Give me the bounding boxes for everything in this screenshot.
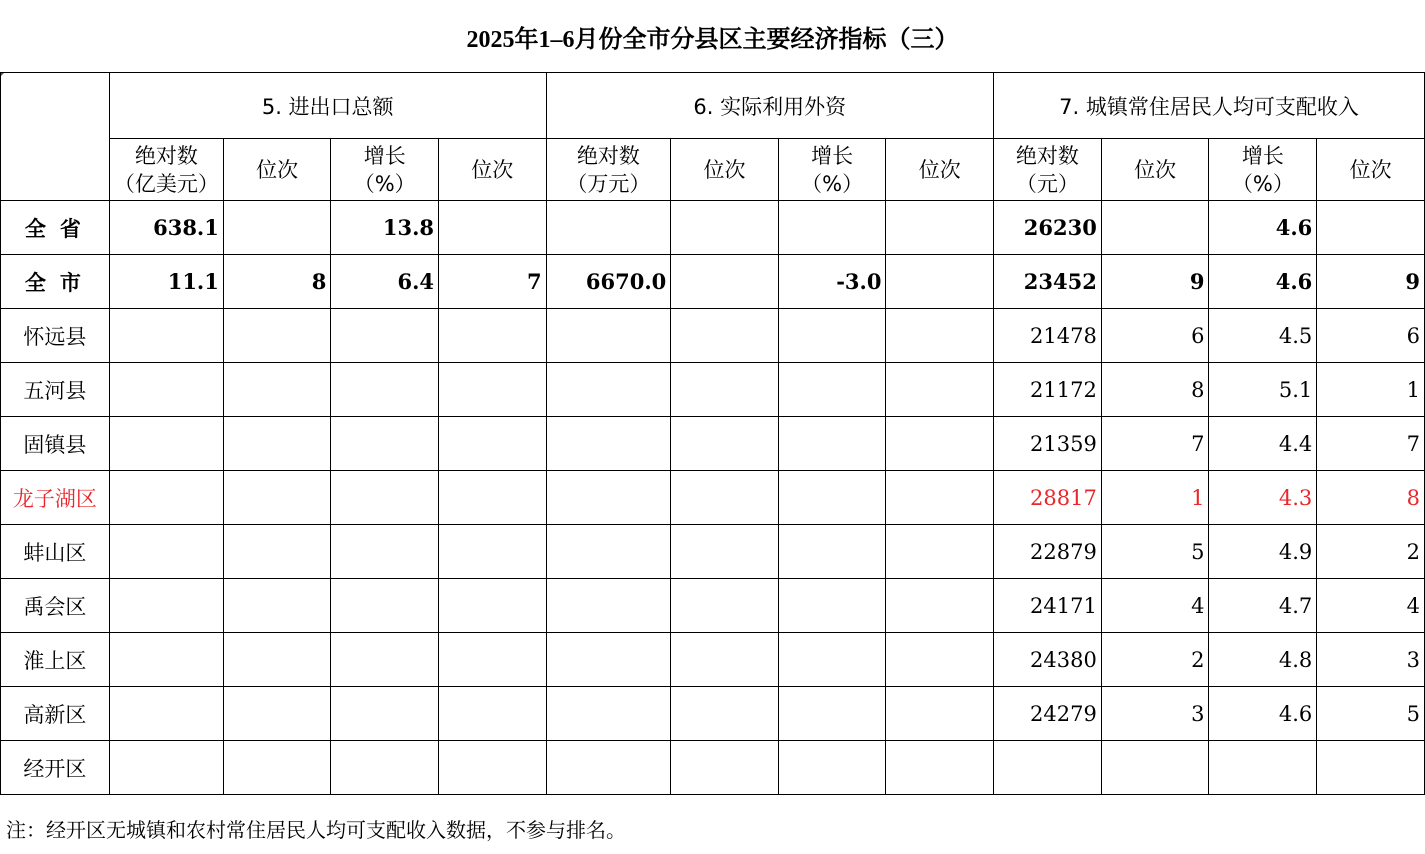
table-cell <box>223 525 331 579</box>
table-cell <box>223 741 331 795</box>
table-cell: 638.1 <box>109 201 223 255</box>
table-cell <box>671 525 779 579</box>
table-cell <box>439 525 547 579</box>
table-cell: 26230 <box>993 201 1101 255</box>
table-cell: 4.6 <box>1209 255 1317 309</box>
table-cell: 4.9 <box>1209 525 1317 579</box>
table-cell: 5 <box>1101 525 1209 579</box>
group-header-fdi: 6. 实际利用外资 <box>546 73 993 139</box>
table-cell <box>886 741 994 795</box>
table-cell <box>223 687 331 741</box>
table-cell <box>1317 201 1425 255</box>
table-row <box>1 255 1425 309</box>
table-cell: 21478 <box>993 309 1101 363</box>
subheader-rank: 位次 <box>671 139 779 201</box>
table-cell: 8 <box>1101 363 1209 417</box>
table-cell <box>671 741 779 795</box>
table-cell <box>778 417 886 471</box>
table-cell <box>223 201 331 255</box>
table-cell <box>886 633 994 687</box>
table-cell <box>886 687 994 741</box>
table-cell: 13.8 <box>331 201 439 255</box>
table-cell: 8 <box>1317 471 1425 525</box>
table-cell: 24171 <box>993 579 1101 633</box>
table-cell <box>886 309 994 363</box>
table-cell <box>331 741 439 795</box>
table-cell <box>546 363 671 417</box>
table-cell <box>439 417 547 471</box>
subheader-rank: 位次 <box>886 139 994 201</box>
table-cell <box>223 579 331 633</box>
table-cell <box>546 417 671 471</box>
table-cell <box>546 201 671 255</box>
table-cell <box>1101 741 1209 795</box>
table-cell: 9 <box>1101 255 1209 309</box>
table-row <box>1 687 1425 741</box>
table-cell: 24279 <box>993 687 1101 741</box>
table-cell <box>778 471 886 525</box>
table-cell <box>439 363 547 417</box>
subheader-growth: 增长 （%） <box>778 139 886 201</box>
table-cell: 6.4 <box>331 255 439 309</box>
table-cell <box>886 579 994 633</box>
row-label: 怀远县 <box>1 309 110 363</box>
subheader-abs: 绝对数 （亿美元） <box>109 139 223 201</box>
table-cell <box>546 309 671 363</box>
indicator-table <box>0 72 1425 795</box>
table-cell: 4 <box>1317 579 1425 633</box>
table-cell <box>671 309 779 363</box>
table-cell <box>778 741 886 795</box>
subheader-rank: 位次 <box>1101 139 1209 201</box>
table-row <box>1 741 1425 795</box>
table-cell <box>331 633 439 687</box>
row-label: 禹会区 <box>1 579 110 633</box>
subheader-growth: 增长 （%） <box>1209 139 1317 201</box>
table-cell <box>546 525 671 579</box>
table-cell: 7 <box>439 255 547 309</box>
table-row <box>1 525 1425 579</box>
table-cell: 4.6 <box>1209 201 1317 255</box>
table-cell <box>671 255 779 309</box>
subheader-growth: 增长 （%） <box>331 139 439 201</box>
row-label: 五河县 <box>1 363 110 417</box>
table-cell <box>886 417 994 471</box>
table-cell <box>109 687 223 741</box>
table-row <box>1 471 1425 525</box>
table-cell <box>886 525 994 579</box>
table-cell <box>223 417 331 471</box>
corner-cell <box>1 73 110 201</box>
group-header-trade: 5. 进出口总额 <box>109 73 546 139</box>
table-cell <box>331 525 439 579</box>
table-cell <box>109 471 223 525</box>
table-cell <box>886 255 994 309</box>
table-title: 2025年1–6月份全市分县区主要经济指标（三） <box>0 0 1425 73</box>
table-cell <box>223 633 331 687</box>
table-cell <box>331 579 439 633</box>
table-cell: 4.5 <box>1209 309 1317 363</box>
table-cell <box>109 633 223 687</box>
table-cell: 3 <box>1317 633 1425 687</box>
table-cell <box>671 579 779 633</box>
table-cell: 8 <box>223 255 331 309</box>
table-cell <box>331 417 439 471</box>
table-cell: 7 <box>1317 417 1425 471</box>
table-cell: 5 <box>1317 687 1425 741</box>
table-cell <box>886 363 994 417</box>
subheader-rank: 位次 <box>1317 139 1425 201</box>
table-cell <box>546 687 671 741</box>
table-row <box>1 417 1425 471</box>
table-cell <box>778 363 886 417</box>
table-cell <box>439 471 547 525</box>
table-cell <box>778 201 886 255</box>
table-cell <box>778 525 886 579</box>
table-cell <box>1317 741 1425 795</box>
row-label: 蚌山区 <box>1 525 110 579</box>
table-cell <box>886 471 994 525</box>
table-cell <box>223 471 331 525</box>
table-cell <box>331 687 439 741</box>
group-header-income: 7. 城镇常住居民人均可支配收入 <box>993 73 1424 139</box>
row-label: 固镇县 <box>1 417 110 471</box>
table-cell <box>546 633 671 687</box>
table-cell <box>546 741 671 795</box>
table-cell: 7 <box>1101 417 1209 471</box>
table-cell <box>439 309 547 363</box>
table-cell: -3.0 <box>778 255 886 309</box>
table-cell <box>778 309 886 363</box>
table-cell <box>109 741 223 795</box>
table-cell: 6 <box>1317 309 1425 363</box>
row-label: 淮上区 <box>1 633 110 687</box>
table-cell <box>671 417 779 471</box>
table-cell: 6 <box>1101 309 1209 363</box>
row-label: 经开区 <box>1 741 110 795</box>
row-label: 全市 <box>1 255 110 309</box>
table-cell <box>671 471 779 525</box>
table-cell: 24380 <box>993 633 1101 687</box>
table-cell: 2 <box>1317 525 1425 579</box>
table-cell <box>671 201 779 255</box>
table-cell: 4.3 <box>1209 471 1317 525</box>
table-cell: 4.4 <box>1209 417 1317 471</box>
table-cell: 28817 <box>993 471 1101 525</box>
table-cell <box>546 579 671 633</box>
table-cell <box>778 687 886 741</box>
table-cell <box>109 579 223 633</box>
table-cell <box>439 633 547 687</box>
table-cell <box>331 363 439 417</box>
table-cell <box>109 363 223 417</box>
table-cell: 4.7 <box>1209 579 1317 633</box>
table-cell <box>331 309 439 363</box>
table-cell <box>439 741 547 795</box>
table-cell <box>1101 201 1209 255</box>
row-label: 龙子湖区 <box>1 471 110 525</box>
row-label: 高新区 <box>1 687 110 741</box>
table-cell <box>778 633 886 687</box>
table-row <box>1 309 1425 363</box>
table-cell: 21359 <box>993 417 1101 471</box>
table-cell <box>546 471 671 525</box>
table-cell <box>439 579 547 633</box>
subheader-rank: 位次 <box>223 139 331 201</box>
table-cell <box>671 363 779 417</box>
table-cell <box>1209 741 1317 795</box>
table-cell <box>109 417 223 471</box>
subheader-abs: 绝对数 （元） <box>993 139 1101 201</box>
table-cell <box>671 687 779 741</box>
table-cell: 3 <box>1101 687 1209 741</box>
table-cell: 9 <box>1317 255 1425 309</box>
table-cell: 6670.0 <box>546 255 671 309</box>
table-cell: 1 <box>1317 363 1425 417</box>
row-label: 全省 <box>1 201 110 255</box>
table-cell: 22879 <box>993 525 1101 579</box>
table-cell: 4.6 <box>1209 687 1317 741</box>
table-cell: 23452 <box>993 255 1101 309</box>
footnote: 注：经开区无城镇和农村常住居民人均可支配收入数据，不参与排名。 <box>6 817 626 842</box>
table-cell: 21172 <box>993 363 1101 417</box>
table-cell: 1 <box>1101 471 1209 525</box>
table-cell <box>109 525 223 579</box>
table-cell <box>778 579 886 633</box>
table-row <box>1 633 1425 687</box>
table-cell <box>439 687 547 741</box>
subheader-abs: 绝对数 （万元） <box>546 139 671 201</box>
table-cell <box>993 741 1101 795</box>
table-cell: 4 <box>1101 579 1209 633</box>
table-cell <box>331 471 439 525</box>
table-row <box>1 363 1425 417</box>
table-row <box>1 579 1425 633</box>
table-cell: 5.1 <box>1209 363 1317 417</box>
table-cell: 2 <box>1101 633 1209 687</box>
subheader-rank: 位次 <box>439 139 547 201</box>
table-row <box>1 201 1425 255</box>
table-cell: 4.8 <box>1209 633 1317 687</box>
table-cell <box>223 309 331 363</box>
table-cell <box>439 201 547 255</box>
table-cell <box>109 309 223 363</box>
table-cell: 11.1 <box>109 255 223 309</box>
table-cell <box>223 363 331 417</box>
table-cell <box>671 633 779 687</box>
table-cell <box>886 201 994 255</box>
